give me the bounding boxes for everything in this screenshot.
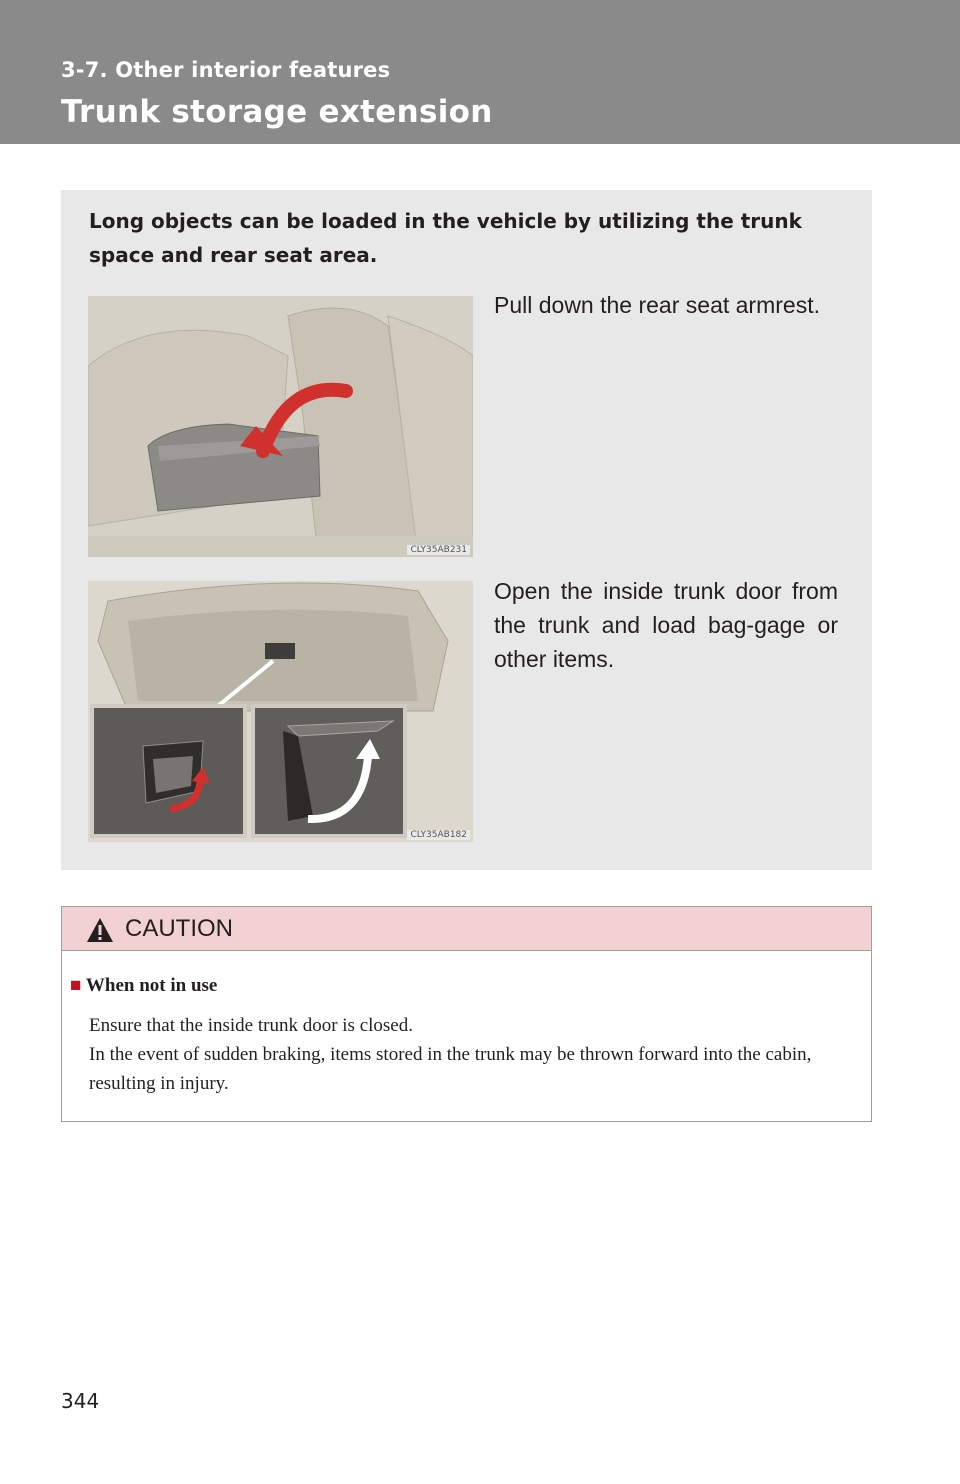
instruction-panel <box>61 190 872 870</box>
step-1-text: Pull down the rear seat armrest. <box>494 292 820 318</box>
caution-label: CAUTION <box>125 915 233 942</box>
warning-triangle-icon <box>86 917 114 943</box>
image-code: CLY35AB182 <box>407 830 470 840</box>
caution-line: In the event of sudden braking, items stored in the trunk may be thrown forward into the cabin, resulting in injury. <box>89 1044 812 1094</box>
section-heading: 3-7. Other interior features <box>61 58 391 82</box>
caution-header <box>62 907 871 951</box>
caution-box <box>61 906 872 1122</box>
caution-subheading <box>70 975 217 997</box>
page-title: Trunk storage extension <box>61 94 493 130</box>
intro-text: Long objects can be loaded in the vehicle by utilizing the trunk space and rear seat area. <box>89 209 802 267</box>
step-2-text: Open the inside trunk door from the trunk and load bag-gage or other items. <box>494 578 838 672</box>
image-code: CLY35AB231 <box>407 545 470 555</box>
page-header <box>0 0 960 144</box>
caution-line: Ensure that the inside trunk door is closed. <box>89 1015 413 1036</box>
trunk-drawing <box>88 581 473 842</box>
armrest-illustration <box>88 296 473 557</box>
caution-body <box>89 1011 865 1098</box>
trunk-door-illustration <box>88 581 473 842</box>
armrest-drawing <box>88 296 473 557</box>
page-number: 344 <box>61 1389 100 1413</box>
caution-subheading-text: When not in use <box>85 975 218 996</box>
bullet-square: ■ <box>70 975 82 996</box>
